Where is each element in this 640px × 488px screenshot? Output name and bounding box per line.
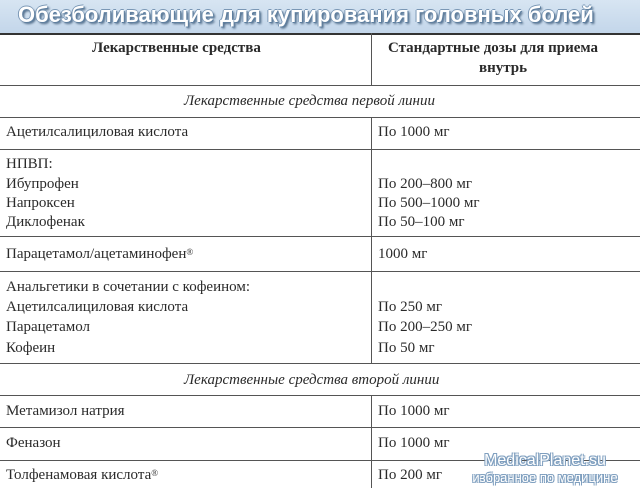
drug-name: Ацетилсалициловая кислота: [6, 124, 189, 140]
drug-dose: По 200 мг: [378, 467, 442, 483]
dosage-table: [0, 33, 640, 488]
watermark-site: MedicalPlanet.su: [484, 452, 606, 469]
drug-name: Феназон: [6, 435, 61, 451]
table-top-rule: [0, 33, 640, 35]
drug-dose: По 50 мг: [378, 340, 435, 356]
drug-dose: По 1000 мг: [378, 435, 450, 451]
drug-dose: По 200–250 мг: [378, 319, 472, 335]
row-rule: [0, 395, 640, 396]
drug-name: Напроксен: [6, 195, 75, 211]
drug-dose: 1000 мг: [378, 246, 428, 262]
registered-mark: ®: [151, 468, 159, 478]
drug-name: Метамизол натрия: [6, 403, 125, 419]
page-title: Обезболивающие для купирования головных болей: [18, 2, 594, 27]
column-divider: [371, 33, 372, 85]
drug-dose: По 200–800 мг: [378, 176, 472, 192]
row-rule: [0, 236, 640, 237]
drug-name: Кофеин: [6, 340, 56, 356]
row-rule: [0, 271, 640, 272]
drug-dose: По 500–1000 мг: [378, 195, 480, 211]
column-divider: [371, 117, 372, 363]
column-header-drugs: Лекарственные средства: [92, 40, 261, 56]
section-rule: [0, 363, 640, 364]
drug-name: Парацетамол: [6, 319, 91, 335]
drug-dose: По 1000 мг: [378, 403, 450, 419]
drug-group: Анальгетики в сочетании с кофеином:: [6, 279, 251, 295]
drug-name: Ацетилсалициловая кислота: [6, 299, 189, 315]
row-rule: [0, 427, 640, 428]
drug-name: Парацетамол/ацетаминофен®: [6, 246, 194, 262]
row-rule: [0, 149, 640, 150]
header-rule: [0, 85, 640, 86]
title-banner: [0, 0, 640, 33]
column-header-doses-line2: внутрь: [479, 60, 528, 76]
column-header-doses: Стандартные дозы для приема: [388, 40, 599, 56]
section-heading-first-line: Лекарственные средства первой линии: [184, 93, 435, 109]
registered-mark: ®: [186, 247, 194, 257]
drug-dose: По 1000 мг: [378, 124, 450, 140]
column-divider: [371, 395, 372, 488]
drug-name: Ибупрофен: [6, 176, 79, 192]
drug-dose: По 50–100 мг: [378, 214, 465, 230]
drug-group: НПВП:: [6, 156, 53, 172]
watermark-tagline: избранное по медицине: [472, 470, 618, 485]
drug-name: Диклофенак: [6, 214, 85, 230]
section-rule: [0, 117, 640, 118]
watermark: [455, 452, 635, 485]
drug-dose: По 250 мг: [378, 299, 442, 315]
drug-name: Толфенамовая кислота®: [6, 467, 159, 483]
section-heading-second-line: Лекарственные средства второй линии: [184, 372, 440, 388]
